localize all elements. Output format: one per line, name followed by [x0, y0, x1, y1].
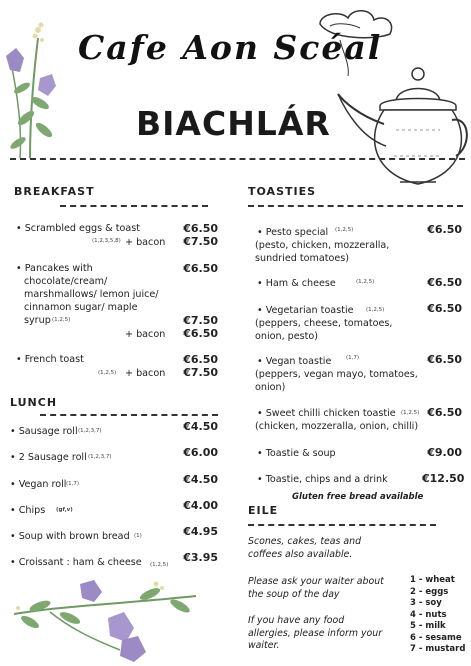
allergen-codes: (1,2,5)	[356, 279, 375, 285]
menu-item-price: €6.00	[183, 446, 218, 459]
menu-item-price: €6.50	[427, 406, 462, 419]
menu-item-price: €7.50	[183, 235, 218, 248]
menu-item-line: marshmallows/ lemon juice/	[24, 289, 159, 300]
menu-item-price: €6.50	[183, 327, 218, 340]
allergen-codes: (1,2,3,7)	[78, 428, 102, 434]
allergen-key-item: 4 - nuts	[410, 609, 447, 620]
allergen-codes: (1,7)	[346, 355, 360, 361]
menu-item-price: €6.50	[183, 353, 218, 366]
menu-item-name: • Toastie & soup	[257, 448, 336, 459]
allergen-codes: (1,2,5)	[150, 562, 169, 568]
allergen-codes: (1,2,3,5,8)	[92, 238, 121, 244]
allergen-key-item: 2 - eggs	[410, 586, 449, 597]
allergen-key	[410, 575, 465, 656]
menu-title: BIACHLÁR	[136, 104, 331, 143]
allergen-codes: (1,2,5)	[335, 227, 354, 233]
menu-item-desc: (peppers, cheese, tomatoes, onion, pesto)	[255, 318, 393, 342]
menu-item-line: chocolate/cream/	[24, 276, 108, 287]
allergen-codes: (gf,v)	[56, 507, 73, 513]
menu-item-name: • Croissant : ham & cheese	[10, 557, 142, 568]
menu-item-name: • Scrambled eggs & toast	[16, 223, 140, 234]
lavender-flower-icon	[0, 18, 80, 158]
menu-item-name: • Vegetarian toastie	[257, 305, 354, 316]
menu-item-name: • Toastie, chips and a drink	[257, 474, 388, 485]
menu-item-price: €7.50	[183, 366, 218, 379]
lunch-heading: LUNCH	[10, 396, 58, 409]
allergen-codes: (1,2,5)	[98, 370, 117, 376]
lavender-flower-icon	[10, 578, 200, 666]
allergen-key-item: 3 - soy	[410, 598, 442, 608]
menu-item-price: €6.50	[427, 353, 462, 366]
menu-item-price: €4.00	[183, 499, 218, 512]
allergen-key-item: 6 - sesame	[410, 632, 462, 643]
menu-item-name: • Ham & cheese	[257, 278, 336, 289]
allergen-key-item: 5 - milk	[410, 621, 446, 631]
menu-item-addon: + bacon	[125, 368, 166, 379]
allergen-codes: (1,2,3,7)	[88, 454, 112, 460]
toasties-heading: TOASTIES	[248, 185, 317, 198]
menu-item-name: • Vegan roll	[10, 479, 67, 490]
gluten-free-note: Gluten free bread available	[292, 492, 424, 502]
menu-item-name: • French toast	[16, 354, 84, 365]
cafe-name: Cafe Aon Scéal	[78, 28, 383, 67]
menu-item-name: • Vegan toastie	[257, 356, 332, 367]
menu-item-addon: + bacon	[125, 329, 166, 340]
menu-item-desc: (peppers, vegan mayo, tomatoes, onion)	[255, 369, 418, 393]
allergen-codes: (1,7)	[66, 481, 80, 487]
menu-item-price: €6.50	[183, 222, 218, 235]
menu-item-price: €6.50	[427, 302, 462, 315]
breakfast-heading: BREAKFAST	[14, 185, 95, 198]
menu-item-price: €6.50	[427, 276, 462, 289]
menu-item-addon: + bacon	[125, 237, 166, 248]
menu-item-price: €6.50	[183, 262, 218, 275]
allergen-key-item: 1 - wheat	[410, 575, 455, 585]
allergen-codes: (1,2,5)	[52, 317, 71, 323]
eile-heading: EILE	[248, 504, 279, 517]
menu-item-price: €4.50	[183, 473, 218, 486]
menu-item-name: • Sweet chilli chicken toastie	[257, 408, 396, 419]
menu-item-desc: (chicken, mozzeralla, onion, chilli)	[255, 421, 419, 432]
menu-item-price: €4.95	[183, 525, 218, 538]
toasties-divider	[248, 205, 463, 207]
menu-item-line: syrup	[24, 315, 51, 326]
allergen-key-item: 7 - mustard	[410, 644, 466, 654]
eile-divider	[248, 524, 436, 526]
eile-note: If you have any food allergies, please inform your waiter.	[248, 615, 383, 651]
allergen-codes: (1,2,5)	[366, 307, 385, 313]
eile-note: Please ask your waiter about the soup of the day	[248, 576, 384, 600]
allergen-codes: (1)	[134, 533, 142, 539]
header-divider	[10, 158, 465, 160]
menu-item-price: €4.50	[183, 420, 218, 433]
allergen-codes: (1,2,5)	[401, 410, 420, 416]
menu-item-desc: (pesto, chicken, mozzeralla, sundried tomatoes)	[255, 240, 390, 264]
lunch-divider	[40, 414, 218, 416]
menu-item-price: €3.95	[183, 551, 218, 564]
menu-item-name: • Soup with brown bread	[10, 531, 130, 542]
menu-item-price: €12.50	[422, 472, 465, 485]
menu-item-name: • Sausage roll	[10, 426, 78, 437]
eile-note: Scones, cakes, teas and coffees also available.	[248, 536, 362, 560]
menu-item-line: cinnamon sugar/ maple	[24, 302, 138, 313]
menu-item-name: • Pancakes with	[16, 263, 93, 274]
menu-item-price: €6.50	[427, 223, 462, 236]
menu-item-name: • Chips	[10, 505, 46, 516]
menu-item-price: €7.50	[183, 314, 218, 327]
menu-item-name: • 2 Sausage roll	[10, 452, 87, 463]
menu-item-price: €9.00	[427, 446, 462, 459]
breakfast-divider	[60, 205, 208, 207]
menu-item-name: • Pesto special	[257, 227, 329, 238]
